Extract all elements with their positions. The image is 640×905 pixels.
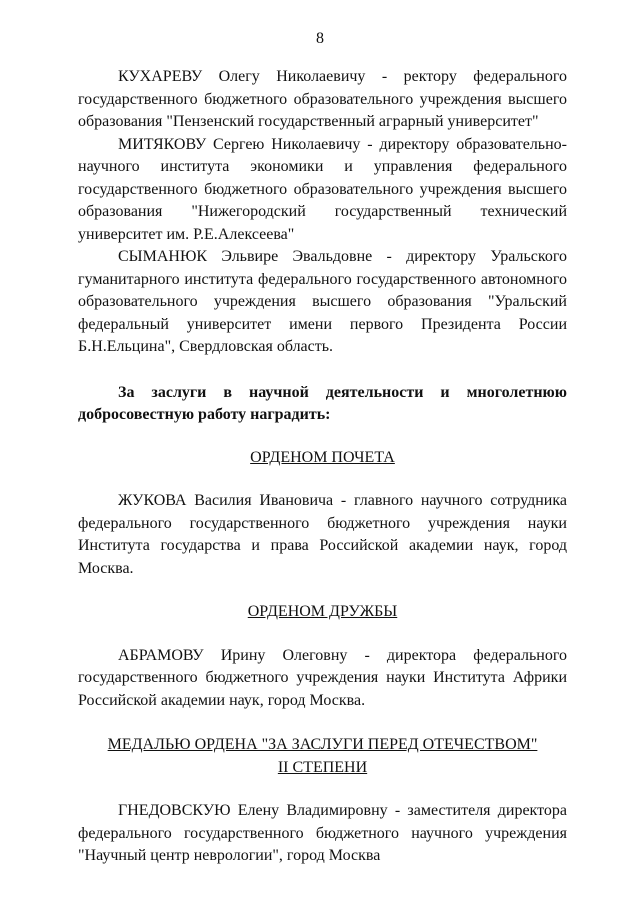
section-heading-order-of-friendship: ОРДЕНОМ ДРУЖБЫ xyxy=(247,603,398,620)
document-body xyxy=(78,66,567,868)
section-heading-order-of-honor: ОРДЕНОМ ПОЧЕТА xyxy=(250,448,395,466)
section-heading-medal-line1: МЕДАЛЬЮ ОРДЕНА "ЗА ЗАСЛУГИ ПЕРЕД ОТЕЧЕСТВОМ" xyxy=(107,736,538,753)
award-recipient-paragraph: ЖУКОВА Василия Ивановича - главного научного сотрудника федерального государственного бюджетного учреждения науки Института государства и права Российской академии наук, город Москва. xyxy=(78,492,567,577)
section-heading-medal-line2: II СТЕПЕНИ xyxy=(277,758,368,776)
page-number: 8 xyxy=(316,30,324,47)
award-recipient-paragraph: АБРАМОВУ Ирину Олеговну - директора федерального государственного бюджетного учреждения науки Института Африки Российской академии наук, город Москва. xyxy=(78,646,567,709)
award-intro: За заслуги в научной деятельности и многолетнюю добросовестную работу наградить: xyxy=(78,383,567,423)
award-recipient-paragraph: КУХАРЕВУ Олегу Николаевичу - ректору федерального государственного бюджетного образовательного учреждения высшего образования "Пензенский государственный аграрный университет" xyxy=(78,68,567,130)
award-recipient-paragraph: МИТЯКОВУ Сергею Николаевичу - директору образовательно-научного института экономики и управления федерального государственного бюджетного образовательного учреждения высшего образования "Нижегородский государственный технический университет им. Р.Е.Алексеева" xyxy=(78,135,567,243)
award-recipient-paragraph: ГНЕДОВСКУЮ Елену Владимировну - заместителя директора федерального государственного бюджетного научного учреждения "Научный центр неврологии", город Москва xyxy=(78,802,567,864)
award-recipient-paragraph: СЫМАНЮК Эльвире Эвальдовне - директору Уральского гуманитарного института федерального государственного автономного образовательного учреждения высшего образования "Уральский федеральный университет имени первого Президента России Б.Н.Ельцина", Свердловская область. xyxy=(78,248,567,355)
